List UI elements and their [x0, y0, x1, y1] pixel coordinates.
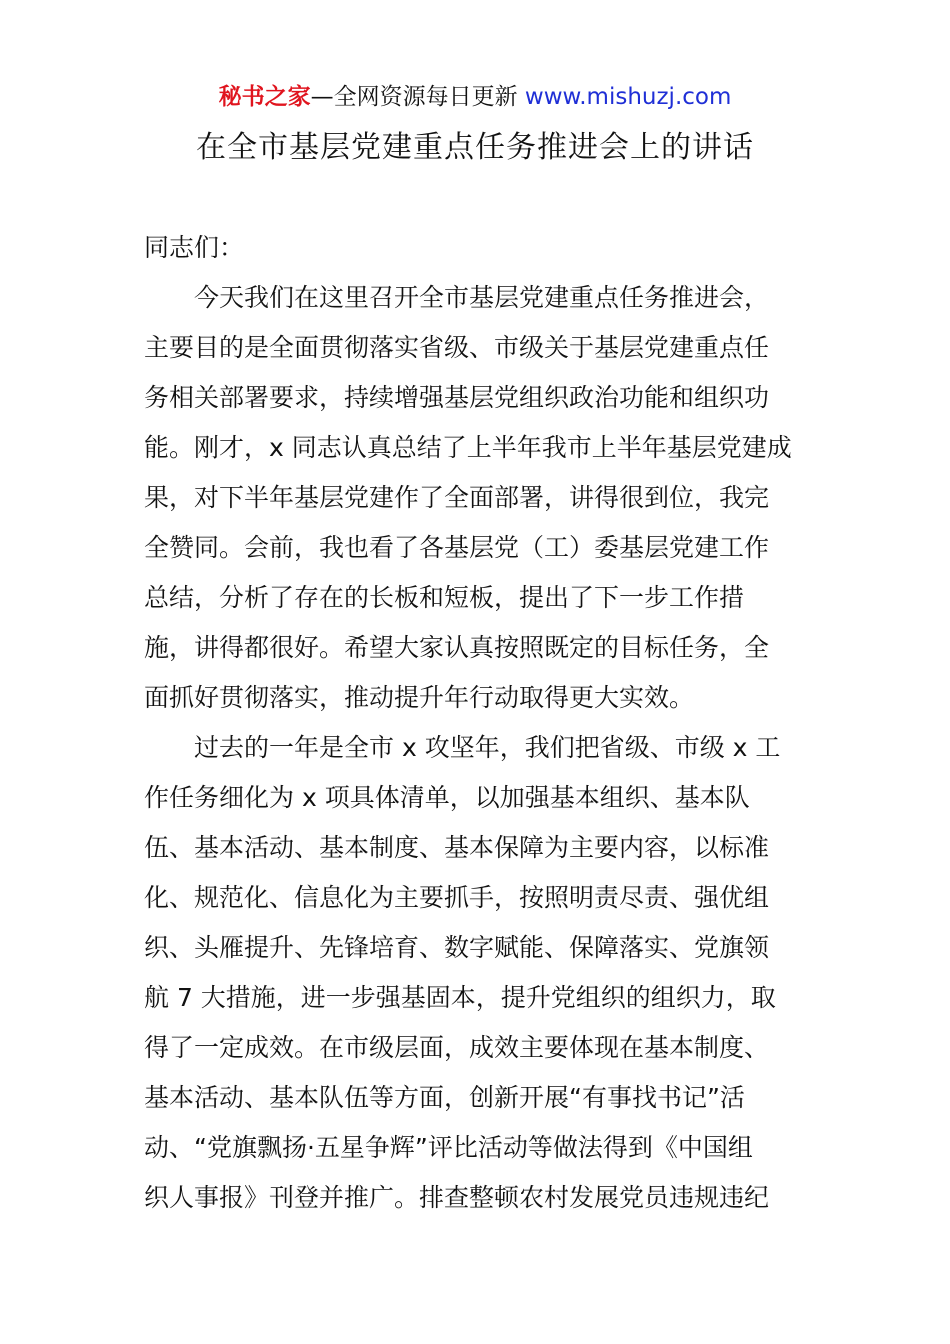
text-line: 能。刚才，x 同志认真总结了上半年我市上半年基层党建成	[144, 433, 792, 462]
text-line: 航 7 大措施，进一步强基固本，提升党组织的组织力，取	[144, 983, 776, 1012]
document-title: 在全市基层党建重点任务推进会上的讲话	[196, 130, 754, 165]
text-line: 基本活动、基本队伍等方面，创新开展“有事找书记”活	[144, 1083, 745, 1112]
text-line: 务相关部署要求，持续增强基层党组织政治功能和组织功	[144, 383, 770, 412]
text-line: 过去的一年是全市 x 攻坚年，我们把省级、市级 x 工	[144, 733, 781, 762]
text-line: 动、“党旗飘扬·五星争辉”评比活动等做法得到《中国组	[144, 1133, 753, 1162]
text-line: 主要目的是全面贯彻落实省级、市级关于基层党建重点任	[144, 333, 770, 362]
text-line: 织人事报》刊登并推广。排查整顿农村发展党员违规违纪	[144, 1183, 770, 1212]
text-line: 织、头雁提升、先锋培育、数字赋能、保障落实、党旗领	[144, 933, 770, 962]
text-line: 化、规范化、信息化为主要抓手，按照明责尽责、强优组	[144, 883, 770, 912]
text-line: 得了一定成效。在市级层面，成效主要体现在基本制度、	[144, 1033, 770, 1062]
text-line: 总结，分析了存在的长板和短板，提出了下一步工作措	[144, 583, 745, 612]
site-header	[0, 80, 950, 114]
site-url-link[interactable]: www.mishuzj.com	[524, 84, 732, 110]
brand-name: 秘书之家	[218, 84, 311, 110]
salutation: 同志们：	[144, 233, 245, 262]
text-line: 全赞同。会前，我也看了各基层党（工）委基层党建工作	[144, 533, 770, 562]
text-line: 面抓好贯彻落实，推动提升年行动取得更大实效。	[144, 683, 695, 712]
text-line: 今天我们在这里召开全市基层党建重点任务推进会，	[144, 283, 770, 312]
text-line: 作任务细化为 x 项具体清单，以加强基本组织、基本队	[144, 783, 750, 812]
text-line: 施，讲得都很好。希望大家认真按照既定的目标任务，全	[144, 633, 770, 662]
text-line: 伍、基本活动、基本制度、基本保障为主要内容，以标准	[144, 833, 770, 862]
text-line: 果，对下半年基层党建作了全面部署，讲得很到位，我完	[144, 483, 770, 512]
document-body	[144, 223, 824, 1223]
header-tagline: —全网资源每日更新	[310, 84, 518, 110]
